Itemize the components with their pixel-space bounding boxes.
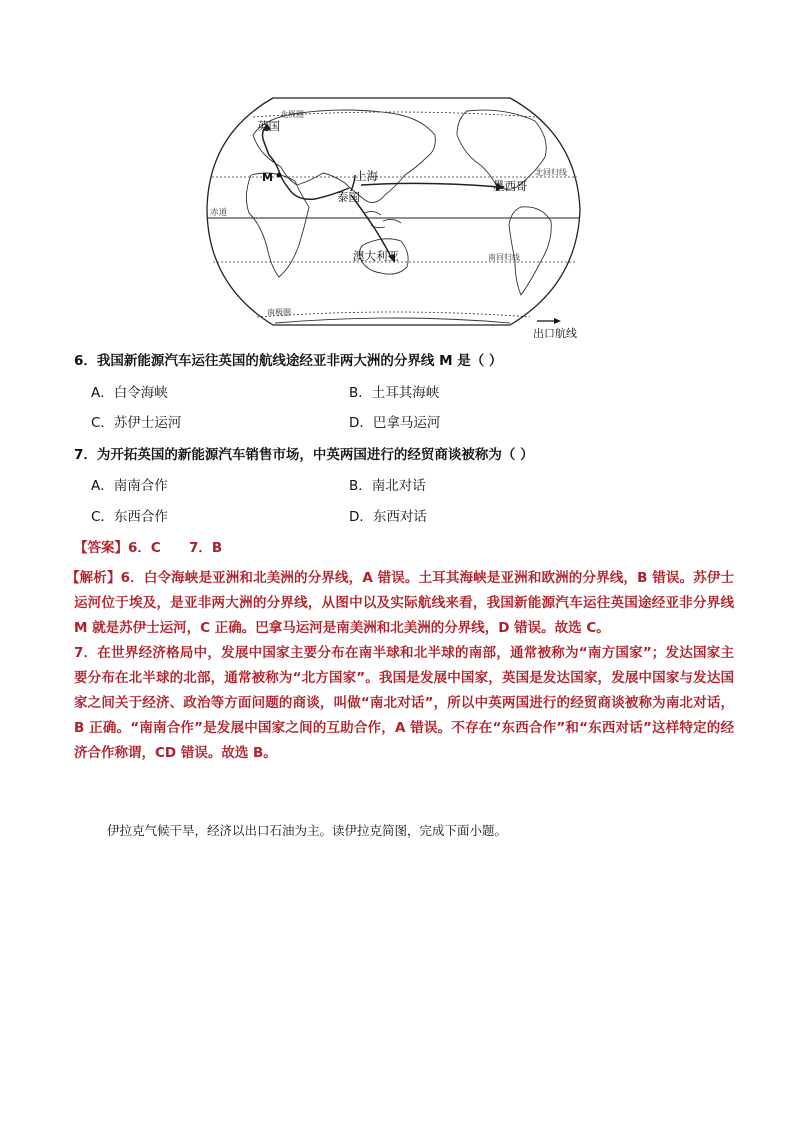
- antarctic-circle-line: [257, 312, 530, 317]
- q6-option-b[interactable]: B．土耳其海峡: [349, 385, 440, 401]
- label-m: M: [262, 171, 273, 184]
- q7-stem: 7．为开拓英国的新能源汽车销售市场，中英两国进行的经贸商谈被称为（ ）: [74, 447, 534, 463]
- legend-arrow-head: [554, 318, 561, 324]
- next-question-intro: 伊拉克气候干旱，经济以出口石油为主。读伊拉克简图，完成下面小题。: [107, 823, 508, 838]
- world-map-figure: [205, 95, 595, 340]
- label-australia: 澳大利亚: [353, 249, 399, 263]
- answer-tag: 【答案】: [74, 540, 128, 556]
- analysis-p7: 7．在世界经济格局中，发展中国家主要分布在南半球和北半球的南部，通常被称为“南方国家”；发达国家主要分布在北半球的北部，通常被称为“北方国家”。我国是发展中国家，英国是发达国家，发展中国家与发达国家之间关于经济、政治等方面问题的商谈，叫做“南北对话”，所以中英两国进行的经贸商谈被称为南北对话，B 正确。“南南合作”是发展中国家之间的互助合作，A 错误。不存在“东西合作”和“东西对话”这样特定的经济合作称谓，CD 错误。故选 B。: [74, 645, 734, 761]
- analysis-p6: [66, 566, 735, 641]
- route-to-mexico: [361, 183, 500, 187]
- q6-option-d[interactable]: D．巴拿马运河: [349, 415, 441, 431]
- world-map-svg: [205, 95, 595, 340]
- q7-option-d[interactable]: D．东西对话: [349, 509, 427, 525]
- label-britain: 英国: [257, 119, 280, 133]
- legend-label: 出口航线: [533, 327, 577, 340]
- label-tropic-capricorn: 南回归线: [488, 253, 520, 262]
- africa-outline: [246, 173, 309, 277]
- south-america-outline: [509, 207, 551, 295]
- continents: [246, 110, 551, 323]
- q7-option-b[interactable]: B．南北对话: [349, 478, 426, 494]
- analysis-block: [66, 566, 735, 766]
- label-equator: 赤道: [210, 208, 228, 218]
- label-antarctic-circle: 南极圈: [267, 308, 291, 317]
- se-asia-islands: [365, 211, 401, 227]
- point-m: [277, 173, 282, 178]
- q6-option-a[interactable]: A．白令海峡: [91, 385, 168, 401]
- q7-option-c[interactable]: C．东西合作: [91, 509, 168, 525]
- analysis-p6-text: 6．白令海峡是亚洲和北美洲的分界线，A 错误。土耳其海峡是亚洲和欧洲的分界线，B 错误。苏伊士运河位于埃及，是亚非两大洲的分界线，从图中以及实际航线来看，我国新能源汽车运往英国途经亚非分界线 M 就是苏伊士运河，C 正确。巴拿马运河是南美洲和北美洲的分界线，D 错误。故选 C。: [74, 570, 735, 636]
- answer-line: [74, 539, 222, 557]
- label-arctic-circle: 北极圈: [280, 110, 304, 119]
- eurasia-outline: [253, 110, 435, 203]
- label-tropic-cancer: 北回归线: [535, 168, 567, 177]
- route-to-britain: [263, 125, 350, 199]
- antarctica-outline: [275, 318, 510, 323]
- analysis-tag: 【解析】: [66, 570, 121, 586]
- export-route: [263, 125, 501, 257]
- route-to-australia: [351, 195, 391, 257]
- label-mexico: 墨西哥: [493, 179, 528, 193]
- label-shanghai: 上海: [355, 169, 378, 183]
- label-thailand: 泰国: [337, 190, 360, 204]
- q6-option-c[interactable]: C．苏伊士运河: [91, 415, 182, 431]
- answer-text: 6．C 7．B: [128, 540, 223, 556]
- q7-option-a[interactable]: A．南南合作: [91, 478, 168, 494]
- q6-stem: 6．我国新能源汽车运往英国的航线途经亚非两大洲的分界线 M 是（ ）: [74, 353, 503, 369]
